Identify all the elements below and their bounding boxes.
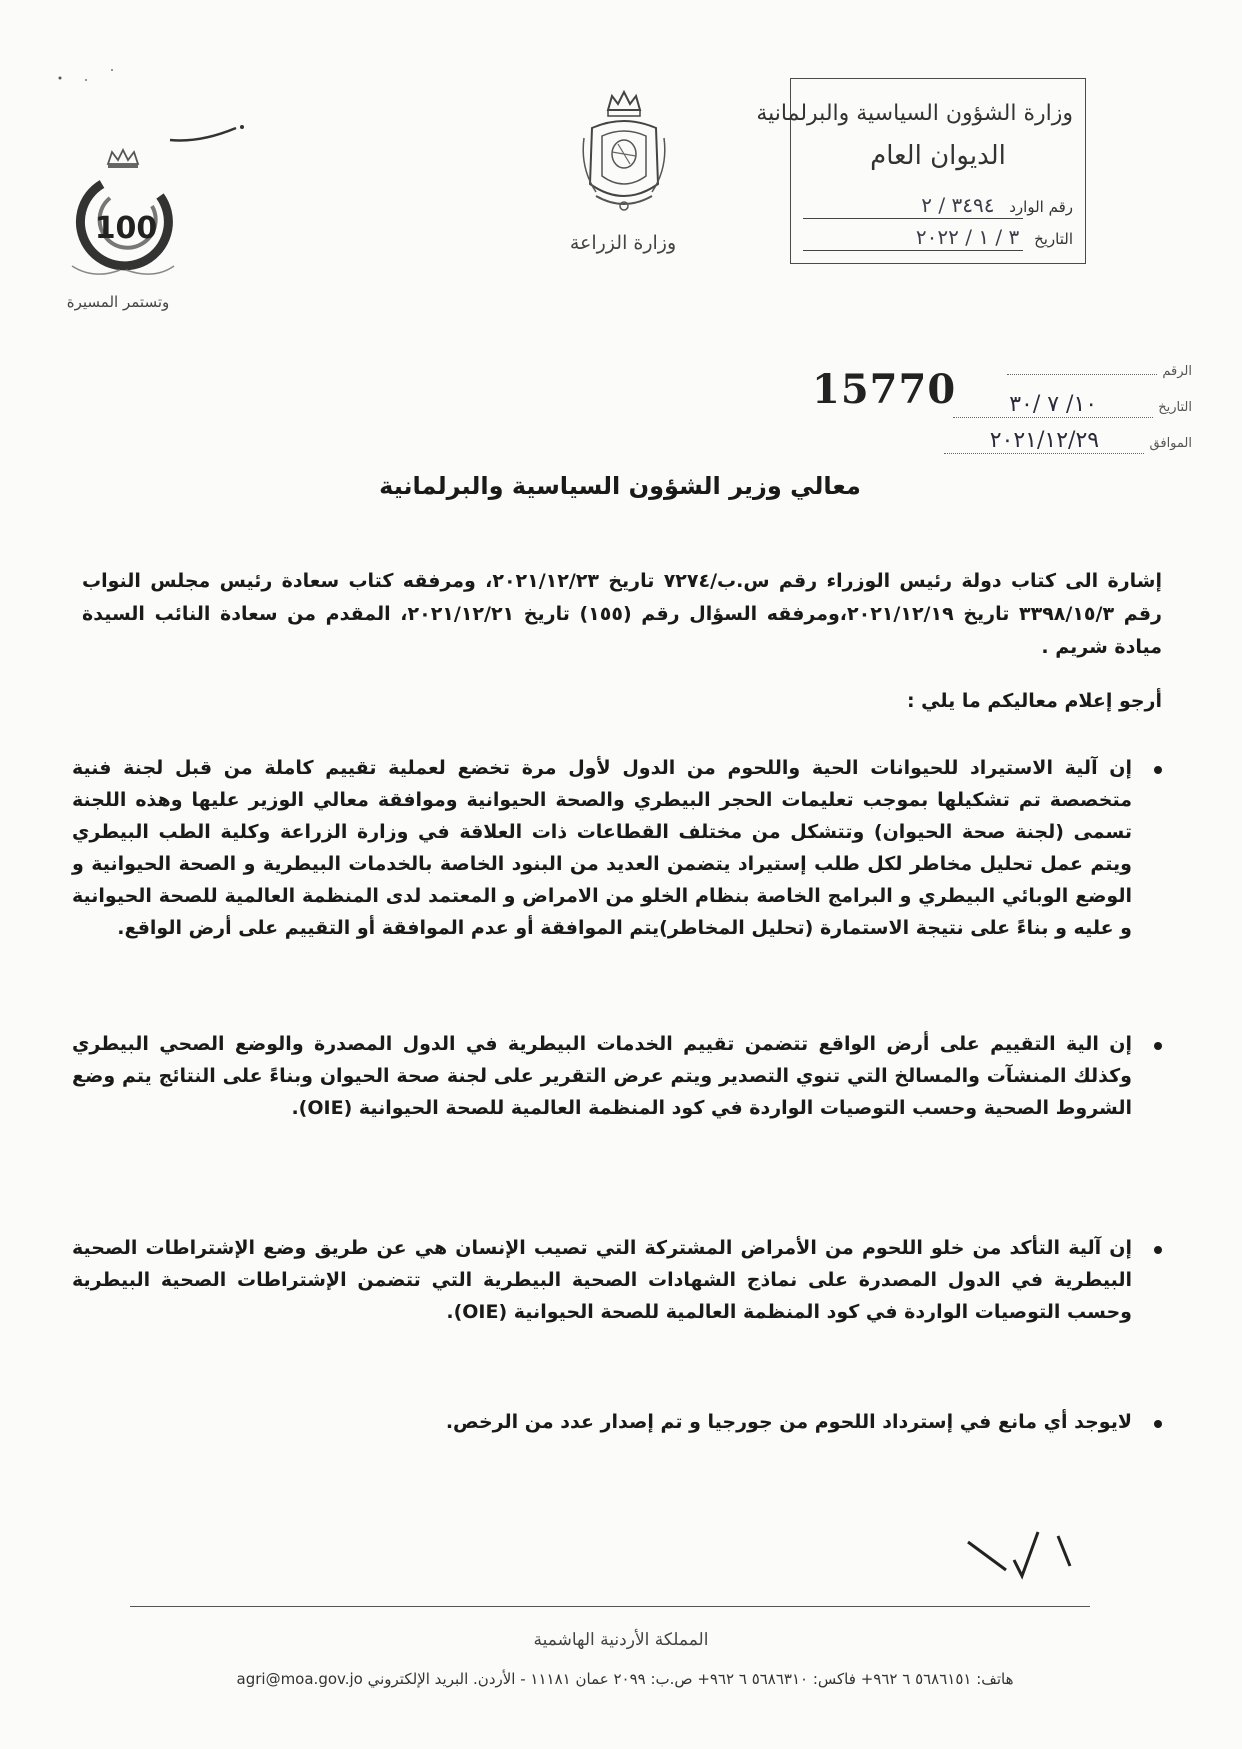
ref-corresponding-value: ٢٠٢١/١٢/٢٩	[944, 428, 1144, 454]
stamp-date-label: التاريخ	[1034, 230, 1073, 248]
reference-corresponding-row	[892, 428, 1192, 454]
bullet-text: لايوجد أي مانع في إسترداد اللحوم من جورجيا و تم إصدار عدد من الرخص.	[445, 1411, 1132, 1433]
stamp-ministry: وزارة الشؤون السياسية والبرلمانية	[756, 101, 1073, 126]
reference-date-row	[892, 392, 1192, 418]
list-item	[72, 1232, 1162, 1328]
bullet-dot-icon	[1154, 766, 1162, 774]
centenary-100-logo-icon	[64, 148, 182, 292]
footer-contact: هاتف: ٥٦٨٦١٥١ ٦ ٩٦٢+ فاكس: ٥٦٨٦٣١٠ ٦ ٩٦٢+ ص.ب: ٢٠٩٩ عمان ١١١٨١ - الأردن. البريد الإلكتروني agri@moa.gov.jo	[236, 1670, 1014, 1688]
bullet-dot-icon	[1154, 1042, 1162, 1050]
logo-number: 100	[94, 211, 158, 246]
ministry-name: وزارة الزراعة	[569, 232, 677, 254]
ref-date-label: التاريخ	[1158, 400, 1192, 415]
request-line: أرجو إعلام معاليكم ما يلي :	[906, 690, 1162, 712]
bullet-text: إن آلية الاستيراد للحيوانات الحية واللحوم من الدول لأول مرة تخضع لعملية تقييم كاملة من قبل لجنة فنية متخصصة تم تشكيلها بموجب تعليمات الحجر البيطري والصحة الحيوانية وموافقة معالي الوزير عليها وهذه اللجنة تسمى (لجنة صحة الحيوان) وتتشكل من مختلف القطاعات ذات العلاقة في وزارة الزراعة وكلية الطب البيطري ويتم عمل تحليل مخاطر لكل طلب إستيراد يتضمن العديد من البنود الخاصة بالخدمات البيطرية و الصحة الحيوانية و الوضع الوبائي البيطري و البرامج الخاصة بنظام الخلو من الامراض و المعتمد لدى المنظمة العالمية للصحة الحيوانية و عليه و بناءً على نتيجة الاستمارة (تحليل المخاطر)يتم الموافقة أو عدم الموافقة أو التقييم على أرض الواقع.	[72, 757, 1132, 939]
ref-corresponding-label: الموافق	[1149, 436, 1192, 451]
handwritten-initials-mark	[962, 1520, 1082, 1580]
bullet-text: إن الية التقييم على أرض الواقع تتضمن تقييم الخدمات البيطرية في الدول المصدرة والوضع الصحي البيطري وكذلك المنشآت والمسالخ التي تنوي التصدير ويتم عرض التقرير على لجنة صحة الحيوان وبناءً على النتائج يتم وضع الشروط الصحية وحسب التوصيات الواردة في كود المنظمة العالمية للصحة الحيوانية (OIE).	[72, 1033, 1132, 1119]
ref-date-value: ١٠/ ٧ /٣٠	[953, 392, 1153, 418]
stamp-date-value: ٣ / ١ / ٢٠٢٢	[915, 225, 1020, 249]
list-item	[72, 752, 1162, 944]
bullet-dot-icon	[1154, 1246, 1162, 1254]
letter-title: معالي وزير الشؤون السياسية والبرلمانية	[379, 472, 861, 500]
reference-number-row	[972, 360, 1192, 379]
intro-paragraph: إشارة الى كتاب دولة رئيس الوزراء رقم س.ب/٧٢٧٤ تاريخ ٢٠٢١/١٢/٢٣، ومرفقه كتاب سعادة رئيس مجلس النواب رقم ٣٣٩٨/١٥/٣ تاريخ ٢٠٢١/١٢/١٩،ومرفقه السؤال رقم (١٥٥) تاريخ ٢٠٢١/١٢/٢١، المقدم من سعادة النائب السيدة ميادة شريم .	[82, 570, 1162, 658]
stamp-incoming-label: رقم الوارد	[1009, 198, 1073, 216]
bullet-dot-icon	[1154, 1420, 1162, 1428]
footer-divider	[130, 1606, 1090, 1607]
incoming-stamp	[756, 78, 1086, 264]
ref-number-value: 15770	[812, 366, 957, 413]
list-item	[72, 1028, 1162, 1124]
stamp-incoming-row	[803, 193, 1073, 217]
logo-slogan: وتستمر المسيرة	[66, 293, 170, 311]
ref-number-label: الرقم	[1162, 364, 1192, 379]
royal-crest-icon	[578, 88, 670, 222]
footer-kingdom: المملكة الأردنية الهاشمية	[533, 1630, 709, 1650]
stamp-date-row	[803, 225, 1073, 249]
bullet-text: إن آلية التأكد من خلو اللحوم من الأمراض المشتركة التي تصيب الإنسان هي عن طريق وضع الإشتراطات الصحية البيطرية في الدول المصدرة على نماذج الشهادات الصحية البيطرية التي تتضمن الإشتراطات الصحية البيطرية وحسب التوصيات الواردة في كود المنظمة العالمية للصحة الحيوانية (OIE).	[72, 1237, 1132, 1323]
list-item	[72, 1406, 1162, 1438]
stamp-incoming-value: ٣٤٩٤ / ٢	[921, 193, 995, 217]
stamp-diwan: الديوان العام	[870, 141, 1006, 171]
